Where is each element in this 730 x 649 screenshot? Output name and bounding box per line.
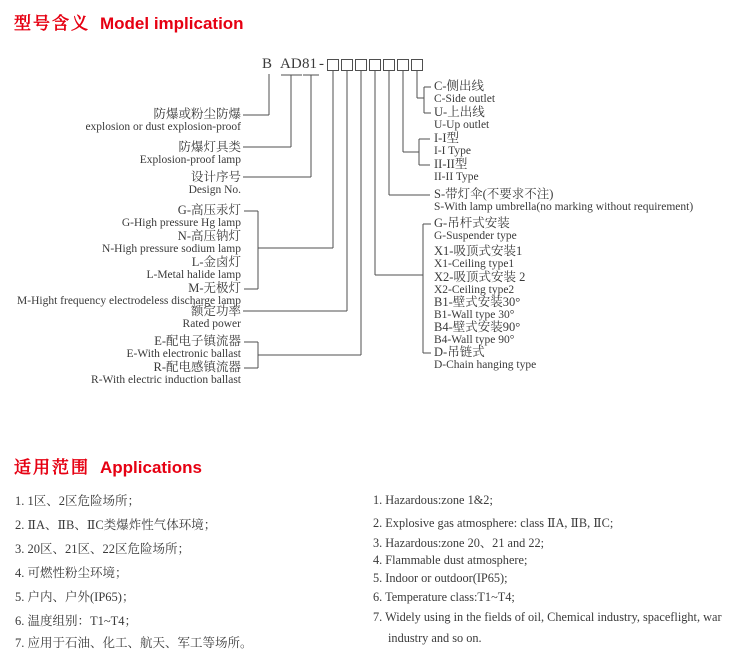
right-label: [434, 245, 522, 271]
application-item-zh: 5. 户内、户外(IP65)；: [15, 590, 135, 604]
application-item-zh: 4. 可燃性粉尘环境；: [15, 566, 128, 580]
left-label-zh: E-配电子镇流器: [154, 334, 241, 348]
left-label-en: Explosion-proof lamp: [139, 154, 241, 166]
right-label-en: D-Chain hanging type: [434, 359, 537, 371]
right-label-zh: I-I型: [434, 131, 459, 145]
right-label: [434, 271, 525, 297]
right-label: [434, 321, 520, 347]
left-label-en: explosion or dust explosion-proof: [85, 121, 241, 133]
right-label-zh: G-吊杆式安装: [434, 216, 510, 230]
model-code-box: [397, 59, 409, 71]
left-label: [122, 204, 241, 230]
right-label: [434, 346, 536, 372]
application-item-zh: 6. 温度组别：T1~T4；: [15, 614, 138, 628]
left-label-zh: N-高压钠灯: [177, 229, 241, 243]
right-label-en: X1-Ceiling type1: [434, 258, 515, 270]
right-label: [434, 80, 495, 106]
model-code-box: [369, 59, 381, 71]
left-label-en: G-High pressure Hg lamp: [121, 217, 241, 229]
right-label-en: S-With lamp umbrella(no marking without requirement): [434, 201, 694, 213]
heading-en: Applications: [100, 458, 203, 477]
left-label-en: L-Metal halide lamp: [146, 269, 241, 281]
left-label: [189, 171, 241, 197]
application-item-en: 6. Temperature class:T1~T4;: [373, 590, 515, 604]
right-label-zh: S-带灯伞(不要求不注): [434, 187, 554, 201]
model-code-box: [327, 59, 339, 71]
heading-en: Model implication: [100, 14, 244, 33]
left-label-zh: 防爆或粉尘防爆: [153, 107, 241, 121]
left-label: [102, 230, 241, 256]
right-label-en: B4-Wall type 90°: [434, 334, 515, 346]
right-label-zh: B1-壁式安装30°: [434, 295, 521, 309]
model-code-number-81: 81: [302, 56, 317, 72]
right-label: [434, 296, 520, 322]
application-item-zh: 2. ⅡA、ⅡB、ⅡC类爆炸性气体环境；: [15, 518, 217, 532]
model-implication-heading: [14, 9, 244, 34]
left-label-en: E-With electronic ballast: [126, 348, 241, 360]
left-label-zh: 设计序号: [190, 170, 241, 184]
right-label-zh: B4-壁式安装90°: [434, 320, 521, 334]
left-label-zh: M-无极灯: [188, 281, 241, 295]
right-label: [434, 188, 693, 214]
right-label-en: B1-Wall type 30°: [434, 309, 515, 321]
heading-zh: 型号含义: [14, 14, 90, 33]
right-label-zh: C-侧出线: [434, 79, 485, 93]
application-item-zh: 7. 应用于石油、化工、航天、军工等场所。: [15, 636, 253, 649]
right-label-en: X2-Ceiling type2: [434, 284, 515, 296]
model-code-box: [383, 59, 395, 71]
application-item-en: 3. Hazardous:zone 20、21 and 22;: [373, 536, 545, 550]
right-label: [434, 158, 479, 184]
left-label: [127, 335, 242, 361]
left-label: [183, 305, 241, 331]
left-label: [140, 141, 241, 167]
right-label: [434, 106, 489, 132]
application-item-zh: 3. 20区、21区、22区危险场所；: [15, 542, 191, 556]
left-label-en: N-High pressure sodium lamp: [102, 243, 241, 255]
model-code-box: [355, 59, 367, 71]
left-label-zh: L-金卤灯: [191, 255, 241, 269]
left-label-en: Design No.: [188, 184, 241, 196]
right-label-zh: D-吊链式: [434, 345, 485, 359]
model-code-letters-ad: AD: [280, 56, 302, 72]
right-label-en: I-I Type: [434, 145, 471, 157]
left-label-zh: G-高压汞灯: [177, 203, 241, 217]
application-item-en: 7. Widely using in the fields of oil, Chemical industry, spaceflight, war industry and so on.: [373, 610, 722, 645]
model-code-dash: -: [319, 56, 324, 72]
heading-zh: 适用范围: [14, 458, 90, 477]
left-label: [85, 108, 241, 134]
right-label-en: G-Suspender type: [434, 230, 517, 242]
right-label-zh: U-上出线: [434, 105, 485, 119]
model-code-letter-b: B: [262, 56, 273, 72]
application-item-en: 1. Hazardous:zone 1&2;: [373, 493, 493, 507]
left-label-zh: 防爆灯具类: [178, 140, 241, 154]
model-code-box: [411, 59, 423, 71]
left-label-zh: R-配电感镇流器: [153, 360, 241, 374]
right-label-zh: II-II型: [434, 157, 468, 171]
right-label-en: C-Side outlet: [434, 93, 496, 105]
model-code-box: [341, 59, 353, 71]
left-label-en: M-Hight frequency electrodeless discharge lamp: [17, 295, 241, 307]
right-label-zh: X1-吸顶式安装1: [434, 244, 523, 258]
right-label: [434, 217, 517, 243]
left-label-zh: 额定功率: [190, 304, 241, 318]
right-label-en: U-Up outlet: [434, 119, 490, 131]
applications-heading: [14, 453, 202, 478]
left-label: [146, 256, 241, 282]
left-label: [91, 361, 241, 387]
application-item-en: 5. Indoor or outdoor(IP65);: [373, 571, 508, 585]
right-label-en: II-II Type: [434, 171, 479, 183]
left-label-en: Rated power: [182, 318, 241, 330]
application-item-en: 2. Explosive gas atmosphere: class ⅡA, ⅡB, ⅡC;: [373, 516, 614, 530]
left-label-en: R-With electric induction ballast: [91, 374, 241, 386]
right-label-zh: X2-吸顶式安装 2: [434, 270, 526, 284]
application-item-en: 4. Flammable dust atmosphere;: [373, 553, 528, 567]
application-item-zh: 1. 1区、2区危险场所；: [15, 494, 141, 508]
right-label: [434, 132, 471, 158]
